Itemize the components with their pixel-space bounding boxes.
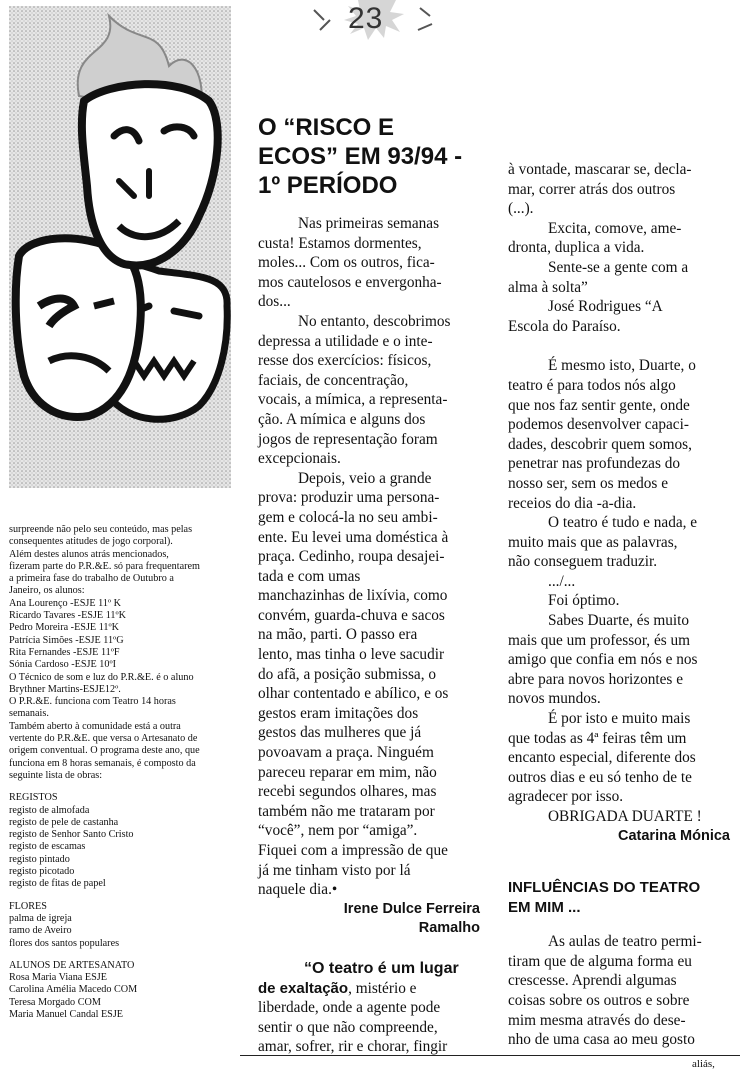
text-line: É por isto e muito mais	[548, 710, 691, 728]
text-line: fizeram parte do P.R.&E. só para frequentarem	[9, 560, 200, 572]
text-line: teatro é para todos nós algo	[508, 376, 676, 394]
text-line: não conseguem traduzir.	[508, 553, 658, 571]
text-line: “você”, nem por “amiga”.	[258, 822, 418, 840]
text-line: sentir o que não compreende,	[258, 1018, 438, 1036]
subheading-line: EM MIM ...	[508, 899, 581, 917]
text-line: gem e colocá-la no seu ambi-	[258, 508, 438, 526]
list-item: registo de pele de castanha	[9, 816, 119, 828]
text-line: amar, sofrer, rir e chorar, fingir	[258, 1038, 448, 1056]
subheading-line: INFLUÊNCIAS DO TEATRO	[508, 879, 701, 897]
text-line: ção. A mímica e alguns dos	[258, 410, 426, 428]
text-line: nho de uma casa ao meu gosto	[508, 1031, 695, 1049]
quote-opening: “O teatro é um lugar	[304, 959, 459, 977]
text-line: mim mesma através do dese-	[508, 1011, 686, 1029]
text-line: Sabes Duarte, és muito	[548, 612, 690, 630]
middle-column	[258, 113, 480, 1057]
headline-line: 1º PERÍODO	[258, 172, 398, 199]
text-line: nosso ser, sem os medos e	[508, 474, 668, 492]
list-item: registo de fitas de papel	[9, 878, 106, 890]
headline-line: ECOS” EM 93/94 -	[258, 143, 463, 170]
text-line: prova: produzir uma persona-	[258, 489, 440, 507]
text-line: funciona em 8 horas semanais, é composto da	[9, 757, 196, 769]
text-line: tiram que de alguma forma eu	[508, 952, 692, 970]
text-line: olhar contentado e abílico, e os	[258, 685, 449, 703]
flores-title: FLORES	[9, 900, 47, 912]
text-line: Fiquei com a impressão de que	[258, 842, 448, 859]
text-line: semanais.	[9, 708, 49, 720]
list-item: Rosa Maria Viana ESJE	[9, 972, 107, 984]
left-column	[9, 524, 241, 1021]
text-line: gestos das mulheres que já	[258, 724, 422, 742]
list-item: registo picotado	[9, 866, 75, 878]
text-line: O P.R.&E. funciona com Teatro 14 horas	[9, 696, 176, 708]
text-line: amigo que confia em nós e nos	[508, 651, 698, 669]
text-line: (...).	[508, 200, 534, 218]
text-line: dronta, duplica a vida.	[508, 239, 645, 257]
text-line: Depois, veio a grande	[298, 469, 432, 487]
text-line: É mesmo isto, Duarte, o	[548, 357, 696, 375]
text-line: já me tinham visto por lá	[258, 861, 411, 879]
text-line: vocais, a mímica, a representa-	[258, 391, 448, 409]
text-line: Além destes alunos atrás mencionados,	[9, 548, 169, 560]
text-line: resse dos exercícios: físicos,	[258, 352, 432, 370]
text-line: que nos faz sentir gente, onde	[508, 396, 690, 414]
text-line: Sónia Cardoso -ESJE 10ºI	[9, 659, 117, 671]
text-line: O teatro é tudo e nada, e	[548, 514, 698, 532]
quote-emphasis: de exaltação	[258, 979, 349, 997]
text-line: alma à solta”	[508, 278, 588, 296]
text-line: liberdade, onde a agente pode	[258, 999, 441, 1017]
text-line: podemos desenvolver capaci-	[508, 416, 689, 434]
page-number: 23	[348, 2, 384, 35]
text-line: lento, mas tinha o leve sacudir	[258, 646, 445, 664]
list-item: Teresa Morgado COM	[9, 996, 101, 1008]
text-line: recebi segundos olhares, mas	[258, 783, 437, 801]
text-line: a primeira fase do trabalho de Outubro a	[9, 573, 174, 585]
text-line: na mão, parti. O passo era	[258, 626, 418, 644]
text-line: receios do dia -a-dia.	[508, 494, 637, 512]
text-line: Ana Lourenço -ESJE 11º K	[9, 597, 121, 609]
theatre-masks-illustration	[9, 6, 231, 488]
text-line: naquele dia.•	[258, 881, 338, 899]
text-line: manchazinhas de lixívia, como	[258, 587, 448, 605]
text-line: seguinte lista de obras:	[9, 769, 103, 781]
text-line: No entanto, descobrimos	[298, 312, 451, 330]
text-line: Também aberto à comunidade está a outra	[9, 720, 181, 732]
text-line: Foi óptimo.	[548, 592, 620, 610]
text-line: pareceu reparar em mim, não	[258, 763, 437, 781]
text-line: Pedro Moreira -ESJE 11ºK	[9, 622, 120, 634]
text-line: faciais, de concentração,	[258, 371, 409, 389]
text-line: dos...	[258, 293, 291, 311]
text-line: As aulas de teatro permi-	[548, 933, 702, 951]
text-line: encanto especial, diferente dos	[508, 749, 696, 767]
left-column-lines	[9, 524, 241, 782]
text-line: do afã, a posição submissa, o	[258, 665, 436, 683]
text-line: povoavam a praça. Ninguém	[258, 744, 434, 762]
text-line: tada e com umas	[258, 567, 361, 585]
list-item: ramo de Aveiro	[9, 925, 72, 937]
text-line: Rita Fernandes -ESJE 11ºF	[9, 646, 120, 658]
list-item: Carolina Amélia Macedo COM	[9, 984, 138, 996]
text-line: dades, descobrir quem somos,	[508, 435, 692, 453]
text-line: outros dias e eu só tenho de te	[508, 768, 692, 786]
footer-divider	[240, 1055, 740, 1056]
text-line: Ricardo Tavares -ESJE 11ºK	[9, 610, 127, 622]
text-line: mos cautelosos e envergonha-	[258, 273, 442, 291]
text-line: mar, correr atrás dos outros	[508, 180, 676, 198]
article-body	[258, 214, 480, 900]
text-line: Patrícia Simões -ESJE 11ºG	[9, 634, 124, 646]
list-item: registo de Senhor Santo Cristo	[9, 829, 134, 841]
text-line: gestos eram imitações dos	[258, 704, 419, 722]
text-line: Janeiro, os alunos:	[9, 585, 85, 597]
quote-author: José Rodrigues “A	[548, 298, 663, 316]
text-line: novos mundos.	[508, 690, 601, 708]
text-line: à vontade, mascarar se, decla-	[508, 161, 692, 178]
quote-continuation	[508, 160, 730, 336]
article-body	[508, 356, 730, 826]
text-line: praça. Cedinho, roupa desajei-	[258, 548, 445, 566]
list-item: registo pintado	[9, 853, 70, 865]
text-line: coisas sobre os outros e sobre	[508, 991, 690, 1009]
text-line: penetrar nas profundezas do	[508, 455, 681, 473]
registos-title: REGISTOS	[9, 792, 58, 804]
text-line: abre para novos horizontes e	[508, 670, 683, 688]
text-line: consequentes atitudes de jogo corporal).	[9, 536, 173, 548]
alunos-title: ALUNOS DE ARTESANATO	[9, 959, 135, 971]
article-headline	[258, 113, 480, 200]
text-line: jogos de representação foram	[258, 430, 438, 448]
text-line: origem conventual. O programa deste ano, que	[9, 745, 200, 757]
quote-block	[258, 959, 480, 1057]
list-item: Maria Manuel Candal ESJE	[9, 1008, 124, 1020]
text-line: vertente do P.R.&E. que versa o Artesanato de	[9, 733, 198, 745]
quote-author: Escola do Paraíso.	[508, 317, 621, 335]
list-item: registo de almofada	[9, 804, 90, 816]
text-line: que todas as 4ª feiras têm um	[508, 729, 687, 747]
text-line: custa! Estamos dormentes,	[258, 234, 422, 252]
text-line: muito mais que as palavras,	[508, 533, 678, 551]
text-line: Excita, comove, ame-	[548, 219, 682, 237]
text-line: .../...	[548, 572, 576, 590]
text-line: também não me trataram por	[258, 802, 435, 820]
continuation-word: aliás,	[692, 1058, 715, 1070]
text-line: moles... Com os outros, fica-	[258, 254, 435, 272]
text-line: mais que um professor, és um	[508, 631, 691, 649]
article-body	[508, 932, 730, 1050]
text-line: crescesse. Aprendi algumas	[508, 972, 677, 990]
text-line: excepcionais.	[258, 450, 341, 468]
text-line: Nas primeiras semanas	[298, 215, 440, 232]
text-line: ente. Eu levei uma doméstica à	[258, 528, 449, 546]
text-span: , mistério e	[348, 979, 417, 997]
right-column	[508, 160, 730, 1050]
text-line: Brythner Martins-ESJE12º.	[9, 683, 121, 695]
author-signature: Catarina Mónica	[618, 827, 730, 844]
section-subheading	[508, 878, 730, 918]
text-line: agradecer por isso.	[508, 788, 624, 806]
list-item: registo de escamas	[9, 841, 86, 853]
list-item: flores dos santos populares	[9, 937, 120, 949]
text-line: Sente-se a gente com a	[548, 258, 689, 276]
signature-line: Ramalho	[418, 920, 480, 937]
list-item: palma de igreja	[9, 912, 72, 924]
closing-line: OBRIGADA DUARTE !	[548, 808, 702, 825]
text-line: O Técnico de som e luz do P.R.&E. é o aluno	[9, 671, 194, 683]
signature-line: Irene Dulce Ferreira	[343, 900, 480, 917]
text-line: depressa a utilidade e o inte-	[258, 332, 433, 350]
signature	[258, 900, 480, 939]
text-line: surpreende não pelo seu conteúdo, mas pelas	[9, 524, 193, 535]
headline-line: O “RISCO E	[258, 114, 395, 141]
text-line: convém, guarda-chuva e sacos	[258, 606, 445, 624]
